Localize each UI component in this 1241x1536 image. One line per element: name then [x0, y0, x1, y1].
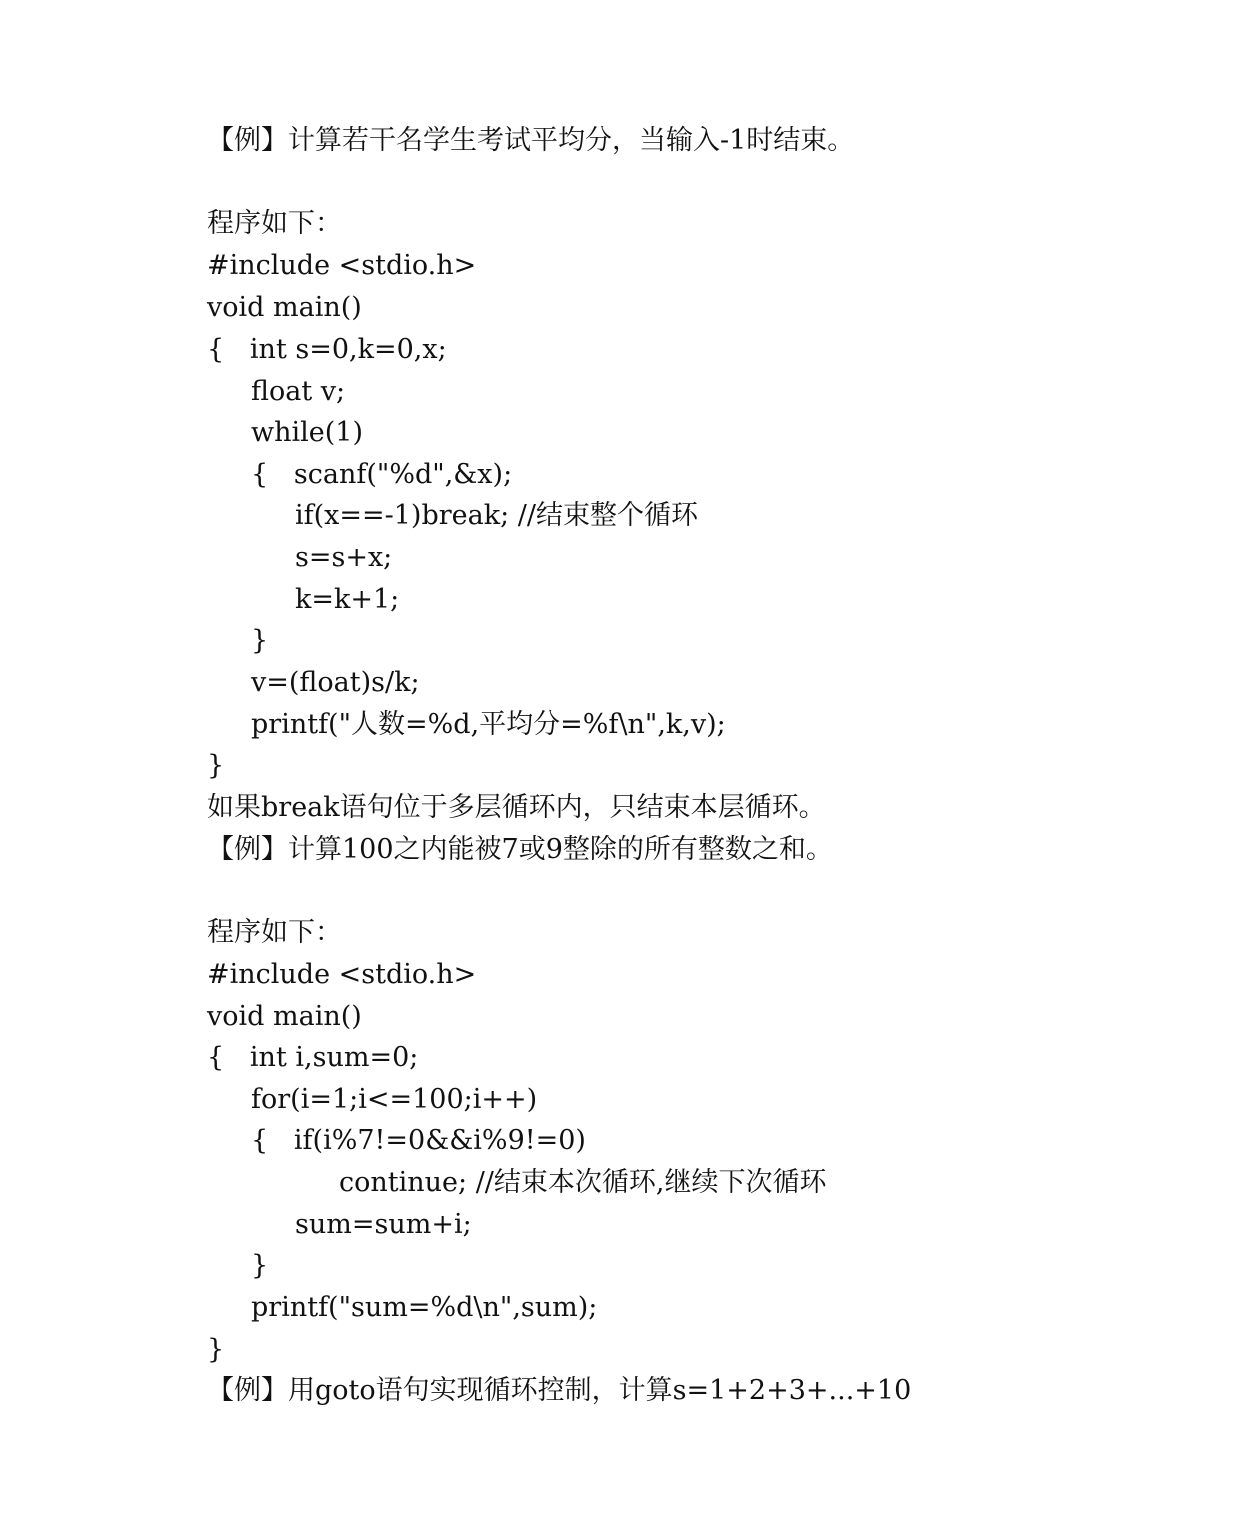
code-line: }: [207, 750, 225, 781]
code-line: v=(float)s/k;: [251, 667, 420, 698]
code-line: #include <stdio.h>: [207, 959, 477, 990]
code-line: { int s=0,k=0,x;: [207, 334, 447, 365]
code-line: s=s+x;: [295, 542, 393, 573]
code-line: void main(): [207, 292, 362, 323]
code-line: { int i,sum=0;: [207, 1042, 419, 1073]
code-line: k=k+1;: [295, 584, 400, 615]
note-paragraph: 如果break语句位于多层循环内，只结束本层循环。: [207, 792, 826, 823]
code-line: continue; //结束本次循环,继续下次循环: [339, 1167, 827, 1198]
code-line: #include <stdio.h>: [207, 250, 477, 281]
example-heading-3: 【例】用goto语句实现循环控制，计算s=1+2+3+...+10: [207, 1375, 912, 1406]
code-line: for(i=1;i<=100;i++): [251, 1084, 538, 1115]
example-heading-2: 【例】计算100之内能被7或9整除的所有整数之和。: [207, 834, 833, 865]
code-line: }: [207, 1334, 225, 1365]
code-line: sum=sum+i;: [295, 1209, 472, 1240]
example-heading-1: 【例】计算若干名学生考试平均分，当输入-1时结束。: [207, 125, 855, 156]
program-label-2: 程序如下：: [207, 917, 342, 948]
program-label-1: 程序如下：: [207, 208, 342, 239]
code-line: }: [251, 1250, 269, 1281]
code-line: while(1): [251, 417, 363, 448]
code-line: void main(): [207, 1001, 362, 1032]
code-line: printf("人数=%d,平均分=%f\n",k,v);: [251, 709, 726, 740]
code-line: if(x==-1)break; //结束整个循环: [295, 500, 698, 531]
code-line: printf("sum=%d\n",sum);: [251, 1292, 598, 1323]
code-line: }: [251, 625, 269, 656]
code-line: { if(i%7!=0&&i%9!=0): [251, 1125, 586, 1156]
code-line: { scanf("%d",&x);: [251, 459, 513, 490]
code-line: float v;: [251, 376, 346, 407]
